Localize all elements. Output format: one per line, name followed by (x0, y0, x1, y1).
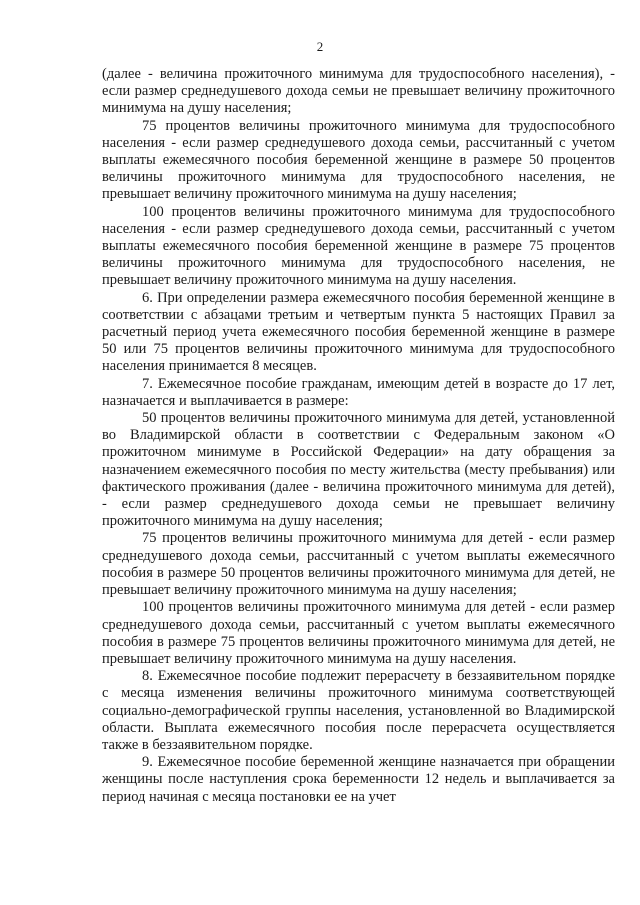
paragraph: 100 процентов величины прожиточного минимума для трудоспособного населения - если размер среднедушевого дохода семьи, рассчитанный с учетом выплаты ежемесячного пособия беременной женщине в размере 75 процентов величины прожиточного минимума для трудоспособного населения, не превышает величину прожиточного минимума на душу населения. (102, 203, 615, 289)
paragraph: 100 процентов величины прожиточного минимума для детей - если размер среднедушевого дохода семьи, рассчитанный с учетом выплаты ежемесячного пособия в размере 75 процентов величины прожиточного минимума для детей, не превышает величину прожиточного минимума на душу населения. (102, 599, 615, 667)
paragraph: 7. Ежемесячное пособие гражданам, имеющим детей в возрасте до 17 лет, назначается и выплачивается в размере: (102, 375, 615, 409)
page-number: 2 (316, 39, 324, 54)
paragraph: 50 процентов величины прожиточного минимума для детей, установленной во Владимирской области в соответствии с Федеральным законом «О прожиточном минимуме в Российской Федерации» на дату обращения за назначением ежемесячного пособия по месту жительства (месту пребывания) или фактического проживания (далее - величина прожиточного минимума для детей), - если размер среднедушевого дохода семьи не превышает величину прожиточного минимума на душу населения; (102, 410, 615, 530)
paragraph: 75 процентов величины прожиточного минимума для трудоспособного населения - если размер среднедушевого дохода семьи, рассчитанный с учетом выплаты ежемесячного пособия беременной женщине в размере 50 процентов величины прожиточного минимума для трудоспособного населения, не превышает величину прожиточного минимума на душу населения; (102, 117, 615, 203)
paragraph: (далее - величина прожиточного минимума для трудоспособного населения), - если размер среднедушевого дохода семьи не превышает величину прожиточного минимума на душу населения; (102, 66, 615, 117)
paragraph: 9. Ежемесячное пособие беременной женщине назначается при обращении женщины после наступления срока беременности 12 недель и выплачивается за период начиная с месяца постановки ее на учет (102, 754, 615, 805)
paragraph: 6. При определении размера ежемесячного пособия беременной женщине в соответствии с абзацами третьим и четвертым пункта 5 настоящих Правил за расчетный период учета ежемесячного пособия беременной женщине в размере 50 или 75 процентов величины прожиточного минимума для трудоспособного населения принимается 8 месяцев. (102, 289, 615, 375)
document-body (102, 66, 615, 806)
paragraph: 75 процентов величины прожиточного минимума для детей - если размер среднедушевого дохода семьи, рассчитанный с учетом выплаты ежемесячного пособия в размере 50 процентов величины прожиточного минимума для детей, не превышает величину прожиточного минимума на душу населения; (102, 530, 615, 599)
paragraph: 8. Ежемесячное пособие подлежит перерасчету в беззаявительном порядке с месяца изменения величины прожиточного минимума соответствующей социально-демографической группы населения, установленной во Владимирской области. Выплата ежемесячного пособия после перерасчета осуществляется также в беззаявительном порядке. (102, 668, 615, 753)
